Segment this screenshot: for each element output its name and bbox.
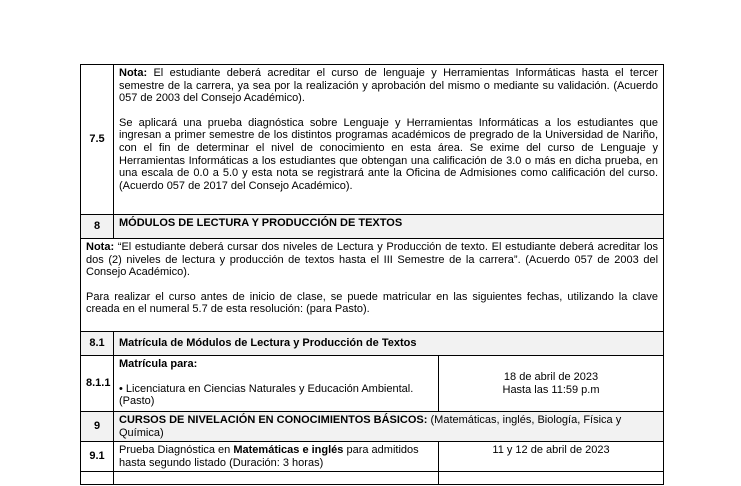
row-9 <box>81 412 664 442</box>
section-title <box>114 412 664 442</box>
row-cut-off <box>81 472 664 485</box>
section-title: Matrícula de Módulos de Lectura y Producción de Textos <box>114 332 664 356</box>
row-number: 8 <box>81 215 114 239</box>
row-content <box>114 65 664 215</box>
row-9-1 <box>81 442 664 472</box>
row-content <box>81 239 664 332</box>
note-label: Nota: <box>119 67 148 79</box>
row-number: 7.5 <box>81 65 114 215</box>
row-content <box>114 356 439 412</box>
text-part: para admitidos hasta segundo listado (Duración: 3 horas) <box>119 444 419 469</box>
row-7-5 <box>81 65 664 215</box>
date-line: 18 de abril de 2023 <box>503 370 599 383</box>
date-cell <box>439 356 664 412</box>
row-number: 9.1 <box>81 442 114 472</box>
enrollment-label: Matrícula para: <box>119 358 198 370</box>
section-title: MÓDULOS DE LECTURA Y PRODUCCIÓN DE TEXTOS <box>114 215 664 239</box>
row-number <box>81 472 114 485</box>
row-8 <box>81 215 664 239</box>
row-number: 8.1 <box>81 332 114 356</box>
row-8-1 <box>81 332 664 356</box>
note-label: Nota: <box>86 241 115 253</box>
note-text: “El estudiante deberá cursar dos niveles de Lectura y Producción de texto. El estudiante deberá acreditar los dos (2) niveles de lectura y producción de textos hasta el III Semestre de la carrera”. (Acuerdo 057 de 2003 del Consejo Académico). <box>86 241 659 279</box>
note-paragraph <box>119 67 658 105</box>
date-cell: 11 y 12 de abril de 2023 <box>439 442 664 472</box>
schedule-table <box>80 64 664 485</box>
row-8-1-1 <box>81 356 664 412</box>
program-item: • Licenciatura en Ciencias Naturales y Educación Ambiental. (Pasto) <box>119 382 414 408</box>
text-part: Prueba Diagnóstica en <box>119 444 234 457</box>
time-line: Hasta las 11:59 p.m <box>502 383 600 396</box>
row-8-note <box>81 239 664 332</box>
row-number: 9 <box>81 412 114 442</box>
note-paragraph <box>86 241 658 279</box>
date-cell <box>439 472 664 485</box>
section-title-bold: CURSOS DE NIVELACIÓN EN CONOCIMIENTOS BÁSICOS: <box>119 414 428 426</box>
text-bold: Matemáticas e inglés <box>233 444 344 457</box>
row-content <box>114 442 439 472</box>
row-content <box>114 472 439 485</box>
row-number: 8.1.1 <box>81 356 114 412</box>
enrollment-paragraph: Para realizar el curso antes de inicio de clase, se puede matricular en las siguientes fechas, utilizando la clave creada en el numeral 5.7 de esta resolución: (para Pasto). <box>86 290 659 316</box>
diagnostic-paragraph: Se aplicará una prueba diagnóstica sobre Lenguaje y Herramientas Informáticas a los estudiantes que ingresan a primer semestre de los distintos programas académicos de pregrado de la Universidad de Nariño, con el fin de determinar el nivel de conocimiento en esta área. Se exime del curso de Lenguaje y Herramientas Informáticas a los estudiantes que obtengan una calificación de 3.0 o más en dicha prueba, en una escala de 0.0 a 5.0 y esta nota se registrará ante la Oficina de Admisiones como calificación del curso. (Acuerdo 057 de 2017 del Consejo Académico). <box>119 116 659 192</box>
section-subtitle: (Matemáticas, inglés, Biología, Física y Química) <box>119 414 622 439</box>
note-text: El estudiante deberá acreditar el curso de lenguaje y Herramientas Informáticas hasta el tercer semestre de la carrera, ya sea por la realización y aprobación del mismo o mediante su validación. (Acuerdo 057 de 2003 del Consejo Académico). <box>119 67 659 105</box>
